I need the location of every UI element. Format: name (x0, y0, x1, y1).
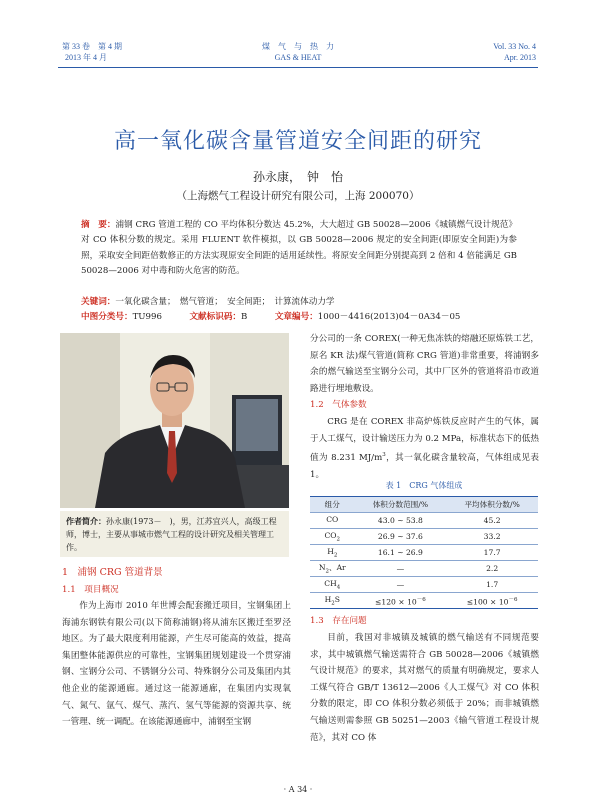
section1-2-paragraph (310, 414, 539, 483)
average-cell: $\le 100 \times 10^{-6}$ (466, 596, 518, 607)
section1-3-paragraph: 目前，我国对非城镇及城镇的燃气输送有不同规范要求，其中城镇燃气输送需符合 GB 50028—2006《城镇燃气设计规范》的要求，其对燃气的质量有明确规定，要求人工煤气符合 GB/T 13612—2006《人工煤气》对 CO 体积分数的限定，即 CO 体积分数必须低于 20%；而非城镇燃气输送则需参照 GB 50251—2003《输气管道工程设计规范》，其对 CO 体 (310, 633, 539, 743)
average-cell: 2.2 (486, 564, 499, 573)
component-cell: CO (326, 514, 339, 524)
table-row (310, 577, 538, 593)
section1-2-heading: 1.2 气体参数 (310, 400, 367, 410)
unit-superscript: 3 (382, 452, 386, 459)
table-row (310, 561, 538, 577)
table1-body (310, 513, 538, 609)
article-label: 文章编号： (274, 312, 318, 322)
author-bio-label: 作者简介： (66, 516, 106, 526)
average-cell: 33.2 (483, 532, 501, 541)
portrait-illustration (60, 333, 289, 508)
abstract-text: 浦钢 CRG 管道工程的 CO 平均体积分数达 45.2%，大大超过 GB 50028—2006《城镇燃气设计规范》对 CO 体积分数的规定。采用 FLUENT 软件模拟，以 GB 50028—2006 规定的安全间距(即原安全间距)为参照，采取安全间距倍数修正的方法实现原安全间距的适用延续性。将原安全间距分别提高到 2 倍和 4 倍能满足 GB 50028—2006 对中毒和防火危害的防范。 (81, 220, 517, 277)
clc-label: 中图分类号： (81, 312, 133, 322)
doc-label: 文献标识码： (189, 312, 242, 322)
classification-line (81, 311, 521, 323)
table-header-cell: 平均体积分数/% (446, 497, 538, 513)
table-row (310, 593, 538, 609)
table-header-row (310, 497, 538, 513)
table-header-cell: 体积分数范围/% (355, 497, 447, 513)
author-bio (66, 515, 284, 554)
range-cell: 16.1 ~ 26.9 (377, 548, 423, 557)
keywords-text: 一氧化碳含量； 燃气管道； 安全间距； 计算流体动力学 (115, 297, 335, 307)
header-rule (58, 67, 538, 68)
section1-3-heading: 1.3 存在问题 (310, 616, 367, 626)
author-bio-box (60, 511, 289, 557)
section1-1-paragraph-continued: 分公司的一条 COREX(一种无焦冻铁的熔融还原炼铁工艺，原名 KR 法)煤气管道(简称 CRG 管道)非常重要，将浦钢多余的燃气输送至宝钢分公司，其中厂区外的管道将沿市政道路进行埋地敷设。 (310, 334, 539, 394)
authors: 孙永康， 钟 怡 (252, 170, 343, 184)
header-issue: Vol. 33 No. 4 Apr. 2013 (493, 42, 536, 62)
table1-caption: 表 1 CRG 气体组成 (385, 481, 463, 490)
average-cell: 17.7 (483, 548, 501, 557)
author-bio-text: 孙永康(1973－ )，男，江苏宜兴人，高级工程师，博士，主要从事城市燃气工程的设计研究及相关管理工作。 (66, 517, 277, 552)
abstract (81, 218, 517, 280)
range-cell: 26.9 ~ 37.6 (377, 532, 423, 541)
section1-1-heading: 1.1 项目概况 (62, 585, 119, 595)
table1 (310, 496, 538, 609)
section1-2-text-b: ，其一氧化碳含量较高，气体组成见表 1。 (310, 453, 539, 480)
component-cell: $CH_4$ (324, 578, 341, 591)
component-cell: $H_2S$ (324, 594, 340, 607)
section1-heading: 1 浦钢 CRG 管道背景 (62, 567, 163, 578)
table-row (310, 513, 538, 529)
component-cell: $H_2$ (327, 546, 338, 559)
page-number: · A 34 · (283, 785, 313, 794)
author-photo (60, 333, 289, 508)
range-cell: — (396, 564, 405, 573)
paper-title: 高一氧化碳含量管道安全间距的研究 (113, 129, 482, 154)
table-row (310, 545, 538, 561)
section1-1-paragraph: 作为上海市 2010 年世博会配套搬迁项目，宝钢集团上海浦东钢铁有限公司(以下简称浦钢)将从浦东区搬迁至罗泾地区。为了最大限度利用能源，产生尽可能高的效益，提高集团整体能源供应的可靠性，宝钢集团规划建设一个贯穿浦钢、宝钢分公司、不锈钢分公司、特殊钢分公司及集团内其他企业的能源通廊。通过这一能源通廊，在集团内实现氧气、氮气、氩气、煤气、蒸汽、氢气等能源的资源共享、统一管理、统一调配。在该能源通廊中，浦钢至宝钢 (62, 601, 291, 728)
affiliation: （上海燃气工程设计研究有限公司，上海 200070） (176, 190, 420, 202)
article-value: 1000－4416(2013)04－0A34－05 (317, 312, 461, 322)
average-cell: 1.7 (486, 580, 499, 589)
range-cell: — (396, 580, 405, 589)
doc-value: B (241, 312, 248, 322)
range-cell: 43.0 ~ 53.8 (377, 516, 423, 525)
clc-value: TU996 (132, 312, 162, 322)
section1-2-text-a: CRG 是在 COREX 非高炉炼铁反应时产生的气体，属于人工煤气，设计输送压力为 0.2 MPa，标准状态下的低热值为 8.231 MJ/m (310, 417, 539, 464)
keywords (81, 296, 521, 308)
table-row (310, 529, 538, 545)
keywords-label: 关键词： (81, 297, 116, 307)
average-cell: 45.2 (483, 516, 501, 525)
component-cell: $N_2$、Ar (318, 563, 346, 575)
range-cell: $\le 120 \times 10^{-6}$ (375, 596, 426, 607)
table-header-cell: 组分 (310, 497, 355, 513)
header-volume: 第 33 卷 第 4 期 2013 年 4 月 (62, 42, 122, 62)
header-journal: 煤 气 与 热 力 GAS & HEAT (262, 42, 334, 62)
component-cell: $CO_2$ (324, 530, 341, 543)
abstract-label: 摘 要： (81, 220, 116, 230)
